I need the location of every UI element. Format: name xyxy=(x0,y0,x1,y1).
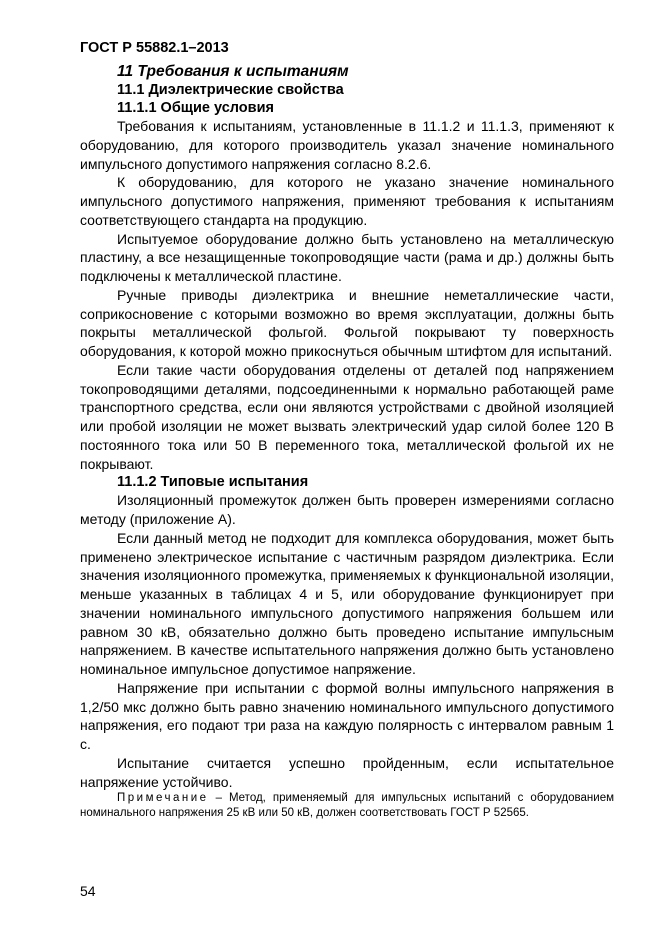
page-number: 54 xyxy=(80,883,96,899)
paragraph-metal-foil: Ручные приводы диэлектрика и внешние неметаллические части, соприкосновение с которыми возможно во время эксплуатации, должны быть покрыты металлической фольгой. Фольгой покрывают ту поверхность оборудования, к которой можно прикоснуться обычным штифтом для испытаний. xyxy=(80,286,614,359)
section-title: 11 Требования к испытаниям xyxy=(117,63,349,80)
subsection-11-1-2-title: 11.1.2 Типовые испытания xyxy=(117,474,309,491)
note xyxy=(80,791,614,821)
paragraph-clearance-check: Изоляционный промежуток должен быть проверен измерениями согласно методу (приложение А). xyxy=(80,492,614,527)
note-text: – Метод, применяемый для импульсных испытаний с оборудованием номинального напряжения 25 кВ или 50 кВ, должен соответствовать ГОСТ Р 52565. xyxy=(80,792,614,820)
paragraph-impulse-waveform: Напряжение при испытании с формой волны импульсного напряжения в 1,2/50 мкс должно быть равно значению номинального импульсного допустимого напряжения, его подают три раза на каждую полярность с интервалом равным 1 с. xyxy=(80,679,614,752)
standard-code-header: ГОСТ Р 55882.1–2013 xyxy=(80,40,229,56)
subsection-11-1-title: 11.1 Диэлектрические свойства xyxy=(117,82,344,98)
note-label: Примечание xyxy=(117,792,209,805)
paragraph-test-passed: Испытание считается успешно пройденным, если испытательное напряжение устойчиво. xyxy=(80,754,614,790)
subsection-11-1-1-title: 11.1.1 Общие условия xyxy=(117,100,274,116)
paragraph-test-requirements: Требования к испытаниям, установленные в 11.1.2 и 11.1.3, применяют к оборудованию, для которого производитель указал значение номинального импульсного допустимого напряжения согласно 8.2.6. xyxy=(80,118,614,172)
document-body xyxy=(80,62,614,821)
paragraph-metal-plate: Испытуемое оборудование должно быть установлено на металлическую пластину, а все незащищенные токопроводящие части (рама и др.) должны быть подключены к металлической пластине. xyxy=(80,230,614,284)
paragraph-partial-discharge: Если данный метод не подходит для комплекса оборудования, может быть применено электрическое испытание с частичным разрядом диэлектрика. Если значения изоляционного промежутка, применяемых к функциональной изоляции, меньше указанных в таблицах 4 и 5, или оборудование функционирует при значении номинального импульсного допустимого напряжения большем или равном 30 кВ, обязательно должно быть проведено испытание импульсным напряжением. В качестве испытательного напряжения должно быть установлено номинальное импульсное допустимое напряжение. xyxy=(80,529,614,677)
paragraph-foil-exceptions: Если такие части оборудования отделены от деталей под напряжением токопроводящими деталями, подсоединенными к нормально работающей раме транспортного средства, если они являются устройствами с двойной изоляцией или пробой изоляции не может вызвать электрический удар силой более 120 В постоянного тока или 50 В переменного тока, металлической фольгой их не покрывают. xyxy=(80,361,614,472)
paragraph-unspecified-voltage: К оборудованию, для которого не указано значение номинального импульсного допустимого напряжения, применяют требования к испытаниям соответствующего стандарта на продукцию. xyxy=(80,174,614,228)
